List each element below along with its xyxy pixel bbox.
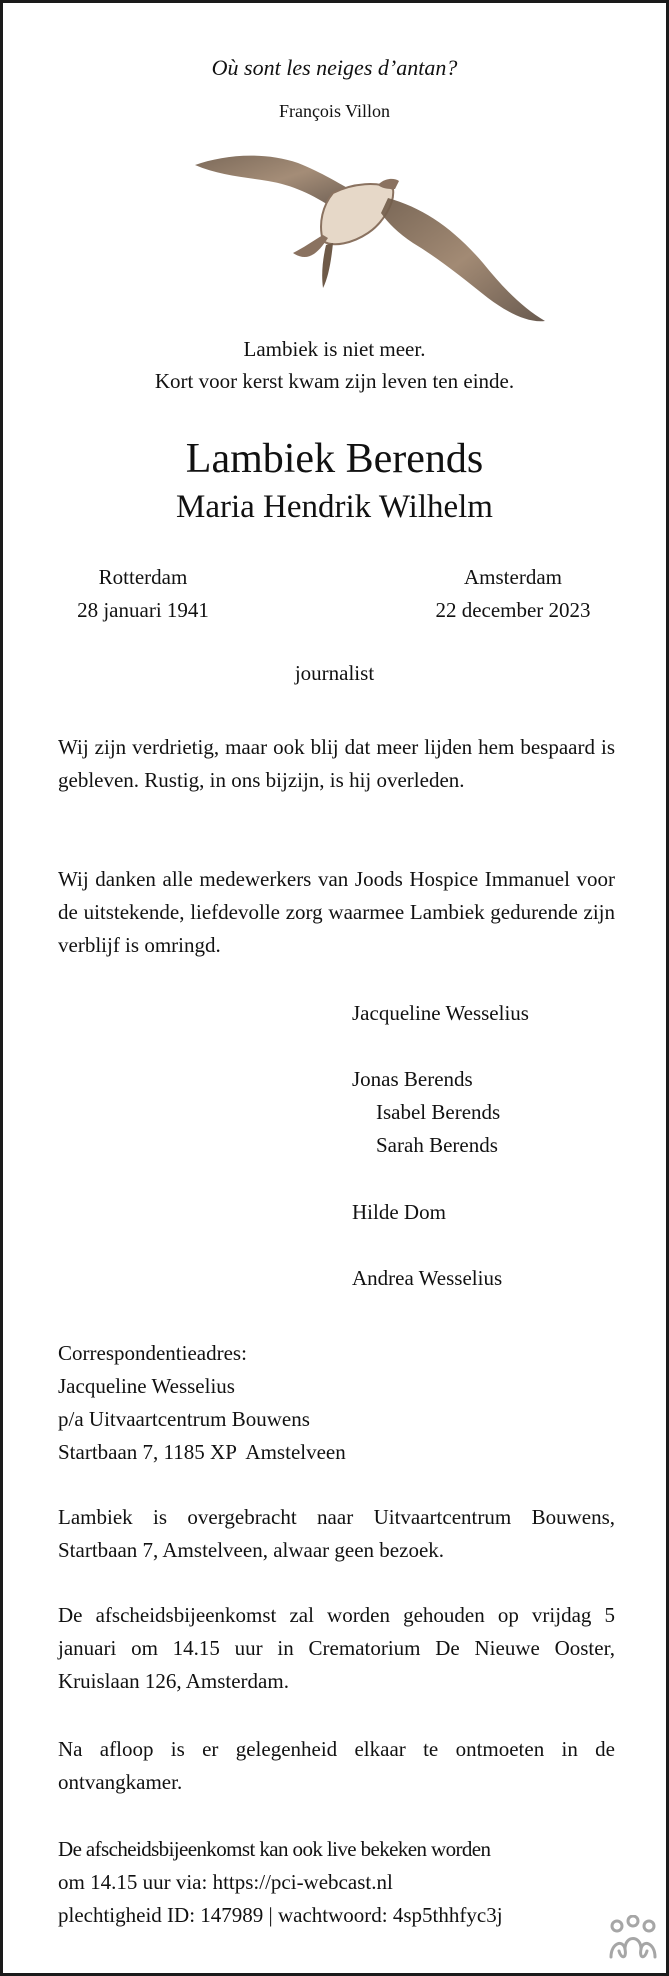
death-place: Amsterdam (464, 565, 562, 589)
intro-line-1: Lambiek is niet meer. (243, 337, 426, 361)
webcast-line-1: De afscheidsbijeenkomst kan ook live bekeken worden (58, 1837, 491, 1861)
webcast-link-line[interactable]: om 14.15 uur via: https://pci-webcast.nl (58, 1870, 393, 1894)
intro-text (3, 333, 666, 397)
signatory: Jonas Berends (352, 1067, 473, 1091)
transfer-notice: Lambiek is overgebracht naar Uitvaartcentrum Bouwens, Startbaan 7, Amstelveen, alwaar geen bezoek. (58, 1505, 615, 1562)
deceased-given-names: Maria Hendrik Wilhelm (176, 489, 493, 525)
signatory: Sarah Berends (376, 1133, 498, 1157)
correspondence-street: Startbaan 7, 1185 XP Amstelveen (58, 1440, 346, 1464)
birth-place: Rotterdam (98, 565, 188, 589)
webcast-credentials: plechtigheid ID: 147989 | wachtwoord: 4sp5thhfyc3j (58, 1903, 503, 1927)
death-date: 22 december 2023 (435, 598, 591, 622)
correspondence-address (58, 1337, 346, 1469)
webcast-notice (58, 1833, 615, 1932)
reception-notice: Na afloop is er gelegenheid elkaar te ontmoeten in de ontvangkamer. (58, 1737, 615, 1794)
correspondence-care-of: p/a Uitvaartcentrum Bouwens (58, 1407, 310, 1431)
body-paragraph-1: Wij zijn verdrietig, maar ook blij dat meer lijden hem bespaard is gebleven. Rustig, in ons bijzijn, is hij overleden. (58, 735, 615, 792)
signatory: Jacqueline Wesselius (352, 1001, 529, 1025)
correspondence-label: Correspondentieadres: (58, 1341, 247, 1365)
birth-info (23, 561, 263, 627)
intro-line-2: Kort voor kerst kwam zijn leven ten einde. (154, 369, 515, 393)
signatory: Andrea Wesselius (352, 1266, 503, 1290)
correspondence-name: Jacqueline Wesselius (58, 1374, 235, 1398)
death-info (393, 561, 633, 627)
epigraph-author: François Villon (278, 101, 391, 121)
deceased-name: Lambiek Berends (185, 436, 484, 482)
ceremony-notice: De afscheidsbijeenkomst zal worden gehouden op vrijdag 5 januari om 14.15 uur in Crematorium De Nieuwe Ooster, Kruislaan 126, Amsterdam. (58, 1603, 615, 1693)
epigraph-quote: Où sont les neiges d’antan? (211, 55, 458, 80)
people-group-icon (608, 1915, 658, 1959)
signatory: Hilde Dom (352, 1200, 446, 1224)
seagull-icon (183, 153, 553, 333)
birth-date: 28 januari 1941 (77, 598, 209, 622)
signatory: Isabel Berends (376, 1100, 501, 1124)
body-paragraph-2: Wij danken alle medewerkers van Joods Hospice Immanuel voor de uitstekende, liefdevolle zorg waarmee Lambiek gedurende zijn verblijf is omringd. (58, 867, 615, 957)
occupation: journalist (294, 661, 375, 685)
